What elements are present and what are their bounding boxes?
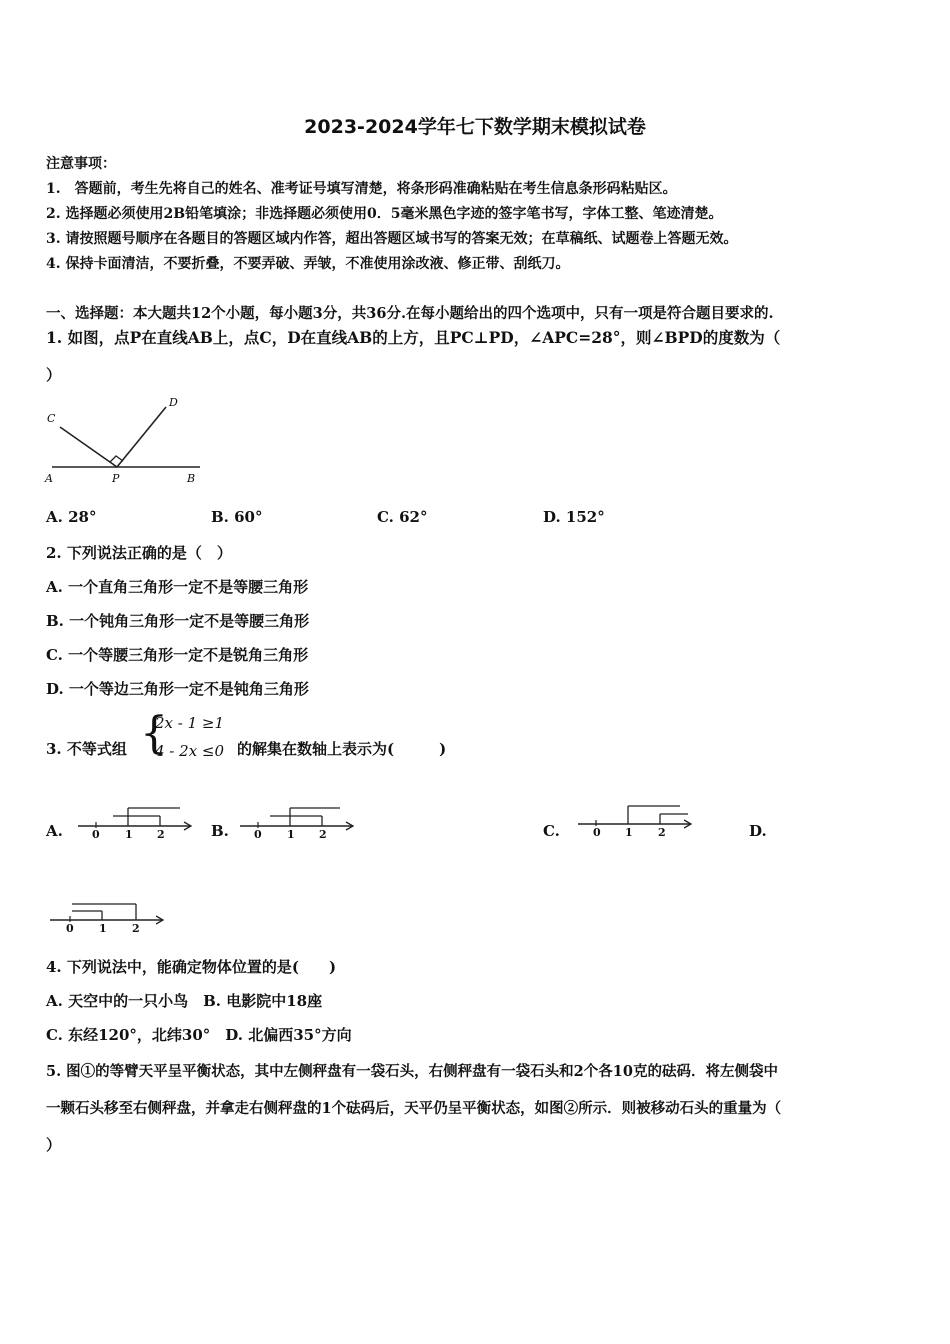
question-3-stem-prefix: 3. 不等式组 bbox=[46, 740, 127, 758]
question-3-option-c[interactable]: C. bbox=[543, 822, 560, 840]
question-4-options-line-2[interactable]: C. 东经120°，北纬30° D. 北偏西35°方向 bbox=[46, 1026, 352, 1044]
question-1-figure bbox=[44, 395, 204, 495]
note-item: 2. 选择题必须使用2B铅笔填涂；非选择题必须使用0．5毫米黑色字迹的签字笔书写，字体工整、笔迹清楚。 bbox=[46, 206, 723, 222]
tick-label: 1 bbox=[625, 826, 633, 839]
question-3-option-d[interactable]: D. bbox=[749, 822, 767, 840]
section-heading: 一、选择题：本大题共12个小题，每小题3分，共36分.在每小题给出的四个选项中，只有一项是符合题目要求的. bbox=[46, 305, 774, 322]
note-item: 1. 答题前，考生先将自己的姓名、准考证号填写清楚，将条形码准确粘贴在考生信息条形码粘贴区。 bbox=[46, 181, 677, 197]
tick-label: 2 bbox=[319, 828, 327, 841]
figure-label-p: P bbox=[112, 472, 120, 485]
tick-label: 0 bbox=[92, 828, 100, 841]
question-1-option-a[interactable]: A. 28° bbox=[46, 508, 97, 526]
question-2-stem: 2. 下列说法正确的是（ ） bbox=[46, 544, 232, 562]
question-3-stem-suffix: 的解集在数轴上表示为( ) bbox=[237, 740, 447, 758]
figure-label-c: C bbox=[47, 412, 56, 425]
tick-label: 1 bbox=[125, 828, 133, 841]
tick-label: 2 bbox=[132, 922, 140, 935]
note-item: 4. 保持卡面清洁，不要折叠，不要弄破、弄皱，不准使用涂改液、修正带、刮纸刀。 bbox=[46, 256, 570, 272]
question-1-stem: 1. 如图，点P在直线AB上，点C，D在直线AB的上方，且PC⊥PD，∠APC=28°，则∠BPD的度数为（ bbox=[46, 328, 781, 347]
tick-label: 2 bbox=[658, 826, 666, 839]
question-1-stem-end: ） bbox=[46, 366, 62, 384]
tick-label: 0 bbox=[66, 922, 74, 935]
question-3-option-b[interactable]: B. bbox=[211, 822, 229, 840]
tick-label: 0 bbox=[593, 826, 601, 839]
tick-label: 1 bbox=[99, 922, 107, 935]
page-title: 2023-2024学年七下数学期末模拟试卷 bbox=[304, 116, 646, 138]
figure-label-a: A bbox=[45, 472, 53, 485]
tick-label: 0 bbox=[254, 828, 262, 841]
question-4-options-line-1[interactable]: A. 天空中的一只小鸟 B. 电影院中18座 bbox=[46, 992, 323, 1010]
question-2-option-d[interactable]: D. 一个等边三角形一定不是钝角三角形 bbox=[46, 680, 309, 698]
question-3-option-a[interactable]: A. bbox=[46, 822, 63, 840]
question-1-option-d[interactable]: D. 152° bbox=[543, 508, 605, 526]
question-5-stem-line-1: 5. 图①的等臂天平呈平衡状态，其中左侧秤盘有一袋石头，右侧秤盘有一袋石头和2个各10克的砝码．将左侧袋中 bbox=[46, 1063, 778, 1080]
question-2-option-b[interactable]: B. 一个钝角三角形一定不是等腰三角形 bbox=[46, 612, 310, 630]
inequality-2: 4 - 2x ≤0 bbox=[155, 742, 225, 760]
figure-label-b: B bbox=[187, 472, 196, 485]
inequality-1: 2x - 1 ≥1 bbox=[155, 714, 225, 732]
notes-heading: 注意事项： bbox=[46, 156, 116, 172]
question-5-stem-line-3: ） bbox=[46, 1136, 62, 1154]
question-1-option-b[interactable]: B. 60° bbox=[211, 508, 263, 526]
question-4-stem: 4. 下列说法中，能确定物体位置的是( ) bbox=[46, 958, 337, 976]
system-brace: { bbox=[140, 708, 168, 759]
question-2-option-a[interactable]: A. 一个直角三角形一定不是等腰三角形 bbox=[46, 578, 309, 596]
question-1-option-c[interactable]: C. 62° bbox=[377, 508, 428, 526]
tick-label: 2 bbox=[157, 828, 165, 841]
question-5-stem-line-2: 一颗石头移至右侧秤盘，并拿走右侧秤盘的1个砝码后，天平仍呈平衡状态，如图②所示．则被移动石头的重量为（ bbox=[46, 1100, 782, 1117]
tick-label: 1 bbox=[287, 828, 295, 841]
question-2-option-c[interactable]: C. 一个等腰三角形一定不是锐角三角形 bbox=[46, 646, 309, 664]
note-item: 3. 请按照题号顺序在各题目的答题区域内作答，超出答题区域书写的答案无效；在草稿纸、试题卷上答题无效。 bbox=[46, 231, 738, 247]
figure-label-d: D bbox=[169, 396, 178, 409]
